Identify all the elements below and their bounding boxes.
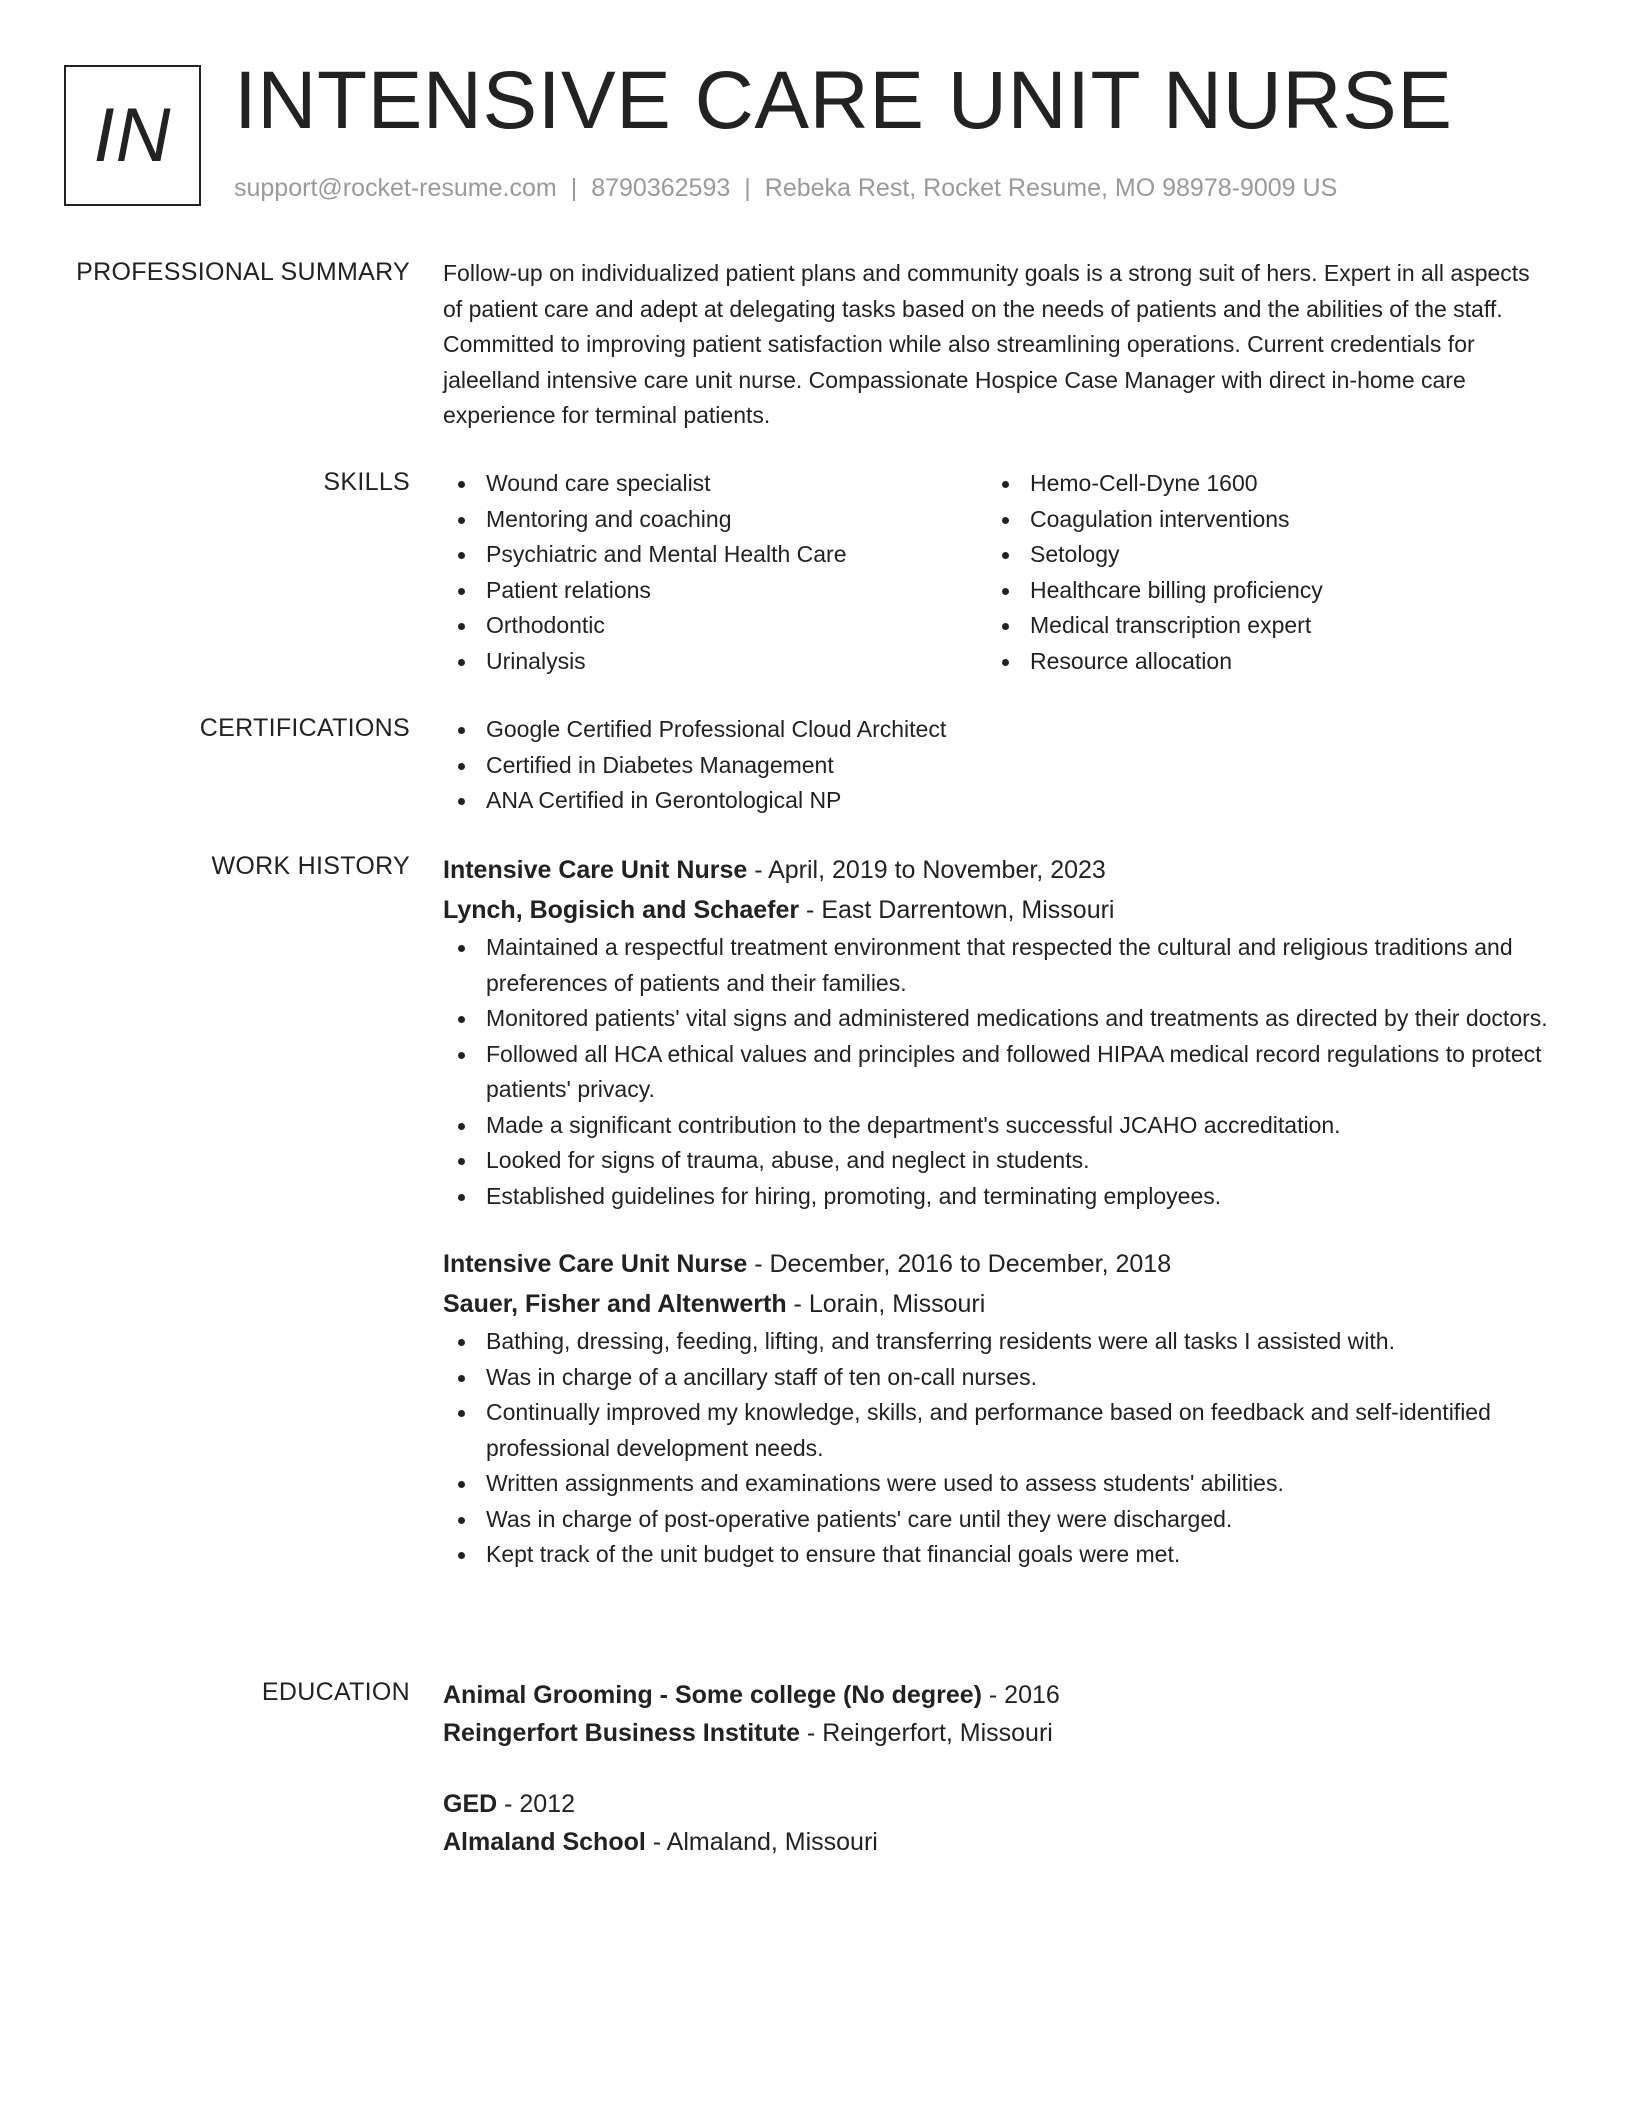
education-location: - Almaland, Missouri [645,1828,878,1856]
job-duty-item: Was in charge of post-operative patients' care until they were discharged. [443,1502,1553,1538]
job-title-line [443,850,1553,890]
education-location: - Reingerfort, Missouri [800,1719,1053,1747]
skills-list-left [443,466,987,679]
education-year: - 2012 [497,1790,576,1818]
job-duty-item: Followed all HCA ethical values and principles and followed HIPAA medical record regulations to protect patients' privacy. [443,1037,1553,1108]
education-degree-line [443,1785,1553,1823]
skill-item: Orthodontic [443,608,987,644]
job-duty-item: Monitored patients' vital signs and administered medications and treatments as directed by their doctors. [443,1001,1553,1037]
skill-item: Wound care specialist [443,466,987,502]
certification-item: Google Certified Professional Cloud Architect [443,712,1553,748]
section-label-education: EDUCATION [261,1678,410,1706]
skill-item: Resource allocation [987,644,1531,680]
job-title-line [443,1244,1553,1284]
job-entry [443,850,1553,1214]
skills-body [443,466,1553,679]
job-duty-item: Maintained a respectful treatment environment that respected the cultural and religious traditions and preferences of patients and their families. [443,930,1553,1001]
certification-item: Certified in Diabetes Management [443,748,1553,784]
skill-item: Setology [987,537,1531,573]
education-school-line [443,1823,1553,1861]
monogram-text: IN [93,93,172,178]
contact-email[interactable]: support@rocket-resume.com [234,174,557,202]
job-location: - East Darrentown, Missouri [799,896,1115,924]
contact-phone[interactable]: 8790362593 [591,174,731,202]
job-duty-item: Looked for signs of trauma, abuse, and neglect in students. [443,1143,1553,1179]
skill-item: Hemo-Cell-Dyne 1600 [987,466,1531,502]
contact-line [234,174,1337,203]
section-label-summary: PROFESSIONAL SUMMARY [76,258,410,286]
section-label-work-history: WORK HISTORY [211,852,410,880]
skill-item: Psychiatric and Mental Health Care [443,537,987,573]
section-label-skills: SKILLS [323,468,410,496]
job-dates: - April, 2019 to November, 2023 [747,856,1106,884]
job-company-line [443,1284,1553,1324]
job-duty-item: Bathing, dressing, feeding, lifting, and transferring residents were all tasks I assisted with. [443,1324,1553,1360]
certification-item: ANA Certified in Gerontological NP [443,783,1553,819]
skills-list-right [987,466,1531,679]
skill-item: Urinalysis [443,644,987,680]
job-duty-item: Continually improved my knowledge, skills, and performance based on feedback and self-identified professional development needs. [443,1395,1553,1466]
certifications-body [443,712,1553,819]
skill-item: Patient relations [443,573,987,609]
education-school: Reingerfort Business Institute [443,1719,800,1747]
job-duties-list [443,930,1553,1214]
job-company-line [443,890,1553,930]
job-duty-item: Established guidelines for hiring, promoting, and terminating employees. [443,1179,1553,1215]
job-title: Intensive Care Unit Nurse [443,1250,748,1278]
skill-item: Coagulation interventions [987,502,1531,538]
job-company: Lynch, Bogisich and Schaefer [443,896,800,924]
summary-body [443,256,1553,434]
job-duty-item: Written assignments and examinations were used to assess students' abilities. [443,1466,1553,1502]
education-year: - 2016 [981,1681,1060,1709]
skill-item: Mentoring and coaching [443,502,987,538]
monogram-logo [64,65,201,206]
job-entry [443,1244,1553,1573]
education-school-line [443,1714,1553,1752]
education-degree-line [443,1676,1553,1714]
education-entry [443,1785,1553,1861]
job-duties-list [443,1324,1553,1573]
job-dates: - December, 2016 to December, 2018 [747,1250,1172,1278]
education-degree: GED [443,1790,498,1818]
job-duty-item: Kept track of the unit budget to ensure that financial goals were met. [443,1537,1553,1573]
section-label-certifications: CERTIFICATIONS [199,714,410,742]
work-history-body [443,850,1553,1573]
summary-text: Follow-up on individualized patient plans and community goals is a strong suit of hers. Expert in all aspects of patient care and adept at delegating tasks based on the needs of patients and the abilities of the staff. Committed to improving patient satisfaction while also streamlining operations. Current credentials for jaleelland intensive care unit nurse. Compassionate Hospice Case Manager with direct in-home care experience for terminal patients. [443,260,1530,428]
job-company: Sauer, Fisher and Altenwerth [443,1290,787,1318]
job-duty-item: Was in charge of a ancillary staff of ten on-call nurses. [443,1360,1553,1396]
education-entry [443,1676,1553,1752]
contact-separator: | [570,174,578,202]
job-location: - Lorain, Missouri [786,1290,986,1318]
resume-title: INTENSIVE CARE UNIT NURSE [234,55,1453,146]
education-school: Almaland School [443,1828,646,1856]
skill-item: Healthcare billing proficiency [987,573,1531,609]
job-title: Intensive Care Unit Nurse [443,856,748,884]
job-duty-item: Made a significant contribution to the department's successful JCAHO accreditation. [443,1108,1553,1144]
contact-address: Rebeka Rest, Rocket Resume, MO 98978-9009 US [764,174,1338,202]
skill-item: Medical transcription expert [987,608,1531,644]
education-body [443,1676,1553,1861]
education-degree: Animal Grooming - Some college (No degree) [443,1681,982,1709]
contact-separator: | [744,174,751,202]
certifications-list [443,712,1553,819]
